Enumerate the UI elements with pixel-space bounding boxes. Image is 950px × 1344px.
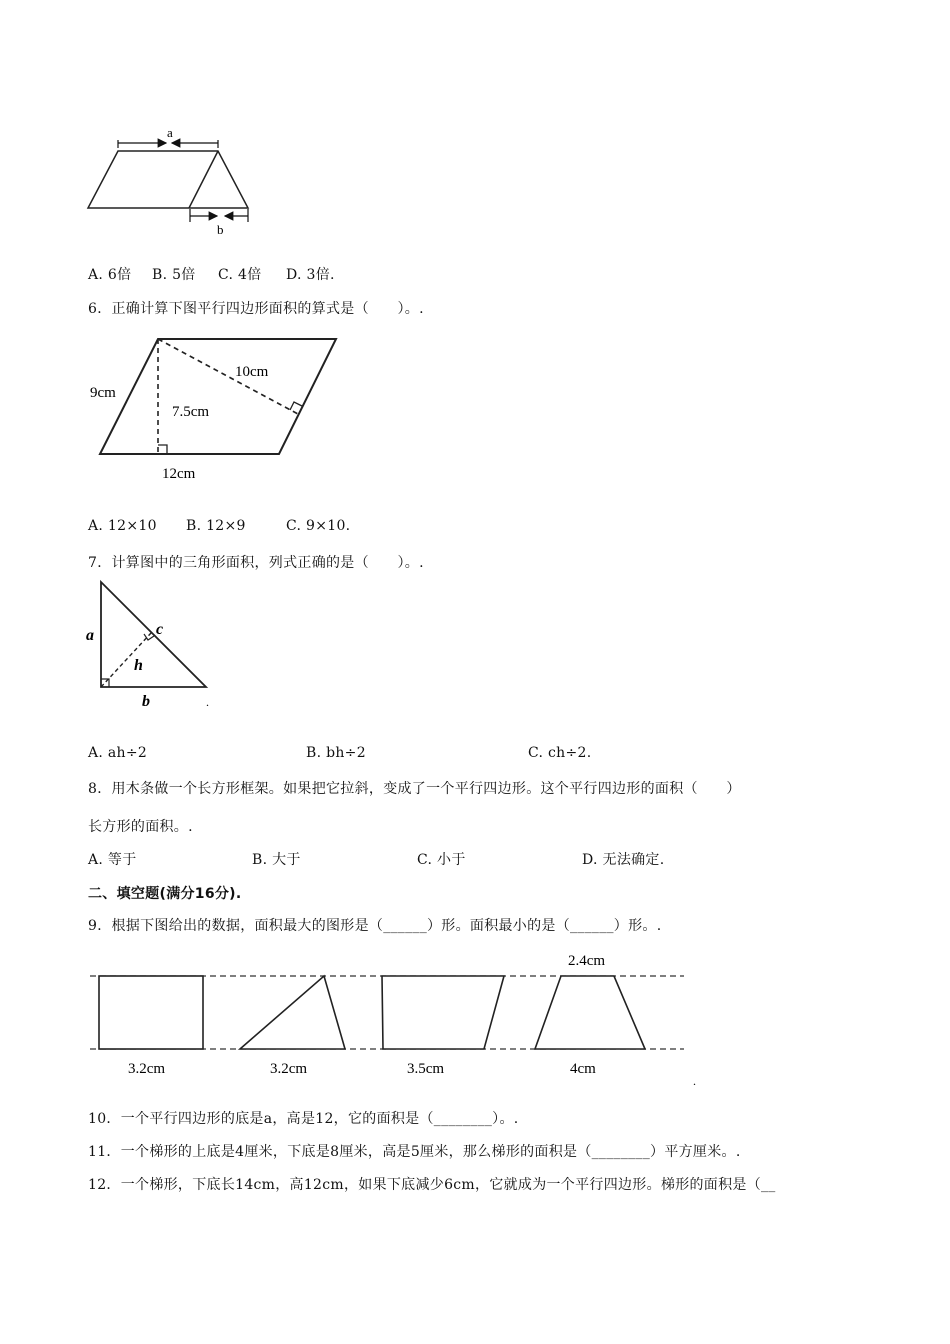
q5-figure: [80, 120, 270, 240]
q5-option-b: B. 5倍: [152, 267, 196, 283]
q5-option-d: D. 3倍.: [286, 267, 335, 283]
q6-option-a: A. 12×10: [88, 518, 157, 534]
q7-option-a: A. ah÷2: [88, 745, 148, 761]
q6-option-c: C. 9×10.: [286, 518, 351, 534]
q9-trapezoid: [535, 976, 645, 1049]
q9-parallelogram: [382, 976, 504, 1049]
q5-label-b: b: [217, 222, 224, 237]
q6-figure: [86, 330, 346, 490]
section-2-title: 二、填空题(满分16分).: [88, 886, 242, 902]
q7-stem: 7．计算图中的三角形面积，列式正确的是（ ）。.: [88, 555, 424, 571]
q9-mark: .: [693, 1074, 696, 1086]
q9-triangle: [240, 976, 345, 1049]
q8-option-c: C. 小于: [417, 852, 466, 868]
q5-cut-line: [189, 151, 218, 208]
q6-stem: 6．正确计算下图平行四边形面积的算式是（ ）。.: [88, 301, 424, 317]
q7-mark: .: [206, 695, 209, 709]
q5-option-a: A. 6倍: [88, 267, 132, 283]
q7-figure: [80, 576, 220, 716]
q6-parallelogram: [100, 339, 336, 454]
q8-option-d: D. 无法确定.: [582, 852, 665, 868]
q12-stem: 12．一个梯形，下底长14cm，高12cm，如果下底减少6cm，它就成为一个平行四边形。梯形的面积是（__: [88, 1177, 776, 1193]
q8-stem-line1: 8．用木条做一个长方形框架。如果把它拉斜，变成了一个平行四边形。这个平行四边形的面积（ ）: [88, 781, 741, 797]
q9-label-top: 2.4cm: [568, 953, 606, 969]
q7-option-b: B. bh÷2: [306, 745, 366, 761]
q7-label-c: c: [156, 621, 164, 638]
q5-option-c: C. 4倍: [218, 267, 262, 283]
q9-label-rect: 3.2cm: [128, 1061, 166, 1077]
q11-stem: 11．一个梯形的上底是4厘米，下底是8厘米，高是5厘米，那么梯形的面积是（________）平方厘米。.: [88, 1144, 741, 1160]
q9-rectangle: [99, 976, 203, 1049]
q8-stem-line2: 长方形的面积。.: [88, 819, 193, 835]
q7-label-b: b: [142, 693, 150, 710]
q8-option-b: B. 大于: [252, 852, 301, 868]
q7-triangle: [101, 582, 206, 687]
q5-parallelogram: [88, 151, 248, 208]
q6-label-side: 9cm: [90, 385, 116, 401]
q7-option-c: C. ch÷2.: [528, 745, 592, 761]
q6-label-diag: 10cm: [235, 364, 269, 380]
q9-figure: [86, 946, 706, 1086]
q7-label-a: a: [86, 627, 94, 644]
q9-label-para: 3.5cm: [407, 1061, 445, 1077]
q6-label-height: 7.5cm: [172, 404, 210, 420]
q9-stem: 9．根据下图给出的数据，面积最大的图形是（______）形。面积最小的是（______）形。.: [88, 918, 662, 934]
q9-label-tri: 3.2cm: [270, 1061, 308, 1077]
q6-label-base: 12cm: [162, 466, 196, 482]
q6-diag-height-line: [158, 339, 298, 414]
q10-stem: 10．一个平行四边形的底是a，高是12，它的面积是（________）。.: [88, 1111, 519, 1127]
q6-option-b: B. 12×9: [186, 518, 246, 534]
q9-label-trap: 4cm: [570, 1061, 596, 1077]
q5-label-a: a: [167, 125, 173, 140]
q8-option-a: A. 等于: [88, 852, 137, 868]
q7-label-h: h: [134, 657, 143, 674]
